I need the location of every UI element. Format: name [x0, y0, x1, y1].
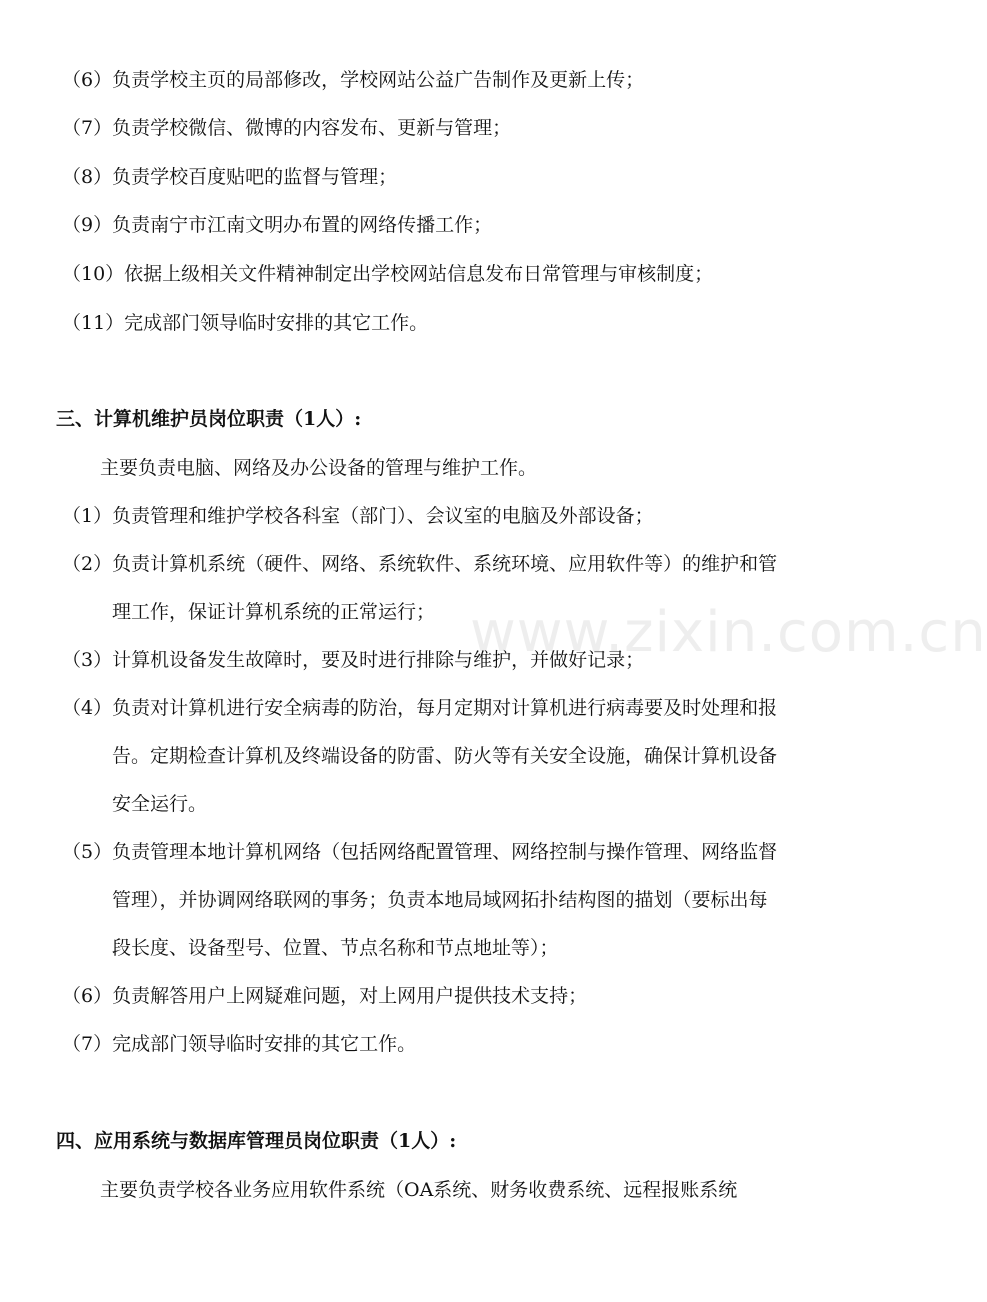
list-item: （5）负责管理本地计算机网络（包括网络配置管理、网络控制与操作管理、网络监督 [62, 841, 778, 863]
section-heading: 四、应用系统与数据库管理员岗位职责（1人）: [56, 1130, 457, 1152]
list-item: （7）负责学校微信、微博的内容发布、更新与管理； [62, 117, 512, 139]
list-item-continuation: 段长度、设备型号、位置、节点名称和节点地址等）； [112, 937, 559, 959]
list-item: （10）依据上级相关文件精神制定出学校网站信息发布日常管理与审核制度； [62, 263, 714, 285]
section-heading: 三、计算机维护员岗位职责（1人）: [56, 408, 362, 430]
list-item: （1）负责管理和维护学校各科室（部门）、会议室的电脑及外部设备； [62, 505, 654, 527]
list-item: （7）完成部门领导临时安排的其它工作。 [62, 1033, 417, 1055]
section-intro: 主要负责学校各业务应用软件系统（OA系统、财务收费系统、远程报账系统 [100, 1179, 738, 1201]
list-item: （8）负责学校百度贴吧的监督与管理； [62, 166, 398, 188]
list-item-continuation: 理工作，保证计算机系统的正常运行； [112, 601, 436, 623]
list-item: （6）负责解答用户上网疑难问题，对上网用户提供技术支持； [62, 985, 588, 1007]
list-item-continuation: 告。定期检查计算机及终端设备的防雷、防火等有关安全设施，确保计算机设备 [112, 745, 778, 767]
list-item-continuation: 安全运行。 [112, 793, 208, 815]
list-item: （3）计算机设备发生故障时，要及时进行排除与维护，并做好记录； [62, 649, 645, 671]
section-intro: 主要负责电脑、网络及办公设备的管理与维护工作。 [100, 457, 538, 479]
list-item: （9）负责南宁市江南文明办布置的网络传播工作； [62, 214, 493, 236]
watermark: www.zixin.com.cn [470, 600, 987, 665]
list-item-continuation: 管理），并协调网络联网的事务；负责本地局域网拓扑结构图的描划（要标出每 [112, 889, 768, 911]
list-item: （2）负责计算机系统（硬件、网络、系统软件、系统环境、应用软件等）的维护和管 [62, 553, 778, 575]
list-item: （6）负责学校主页的局部修改，学校网站公益广告制作及更新上传； [62, 69, 645, 91]
list-item: （4）负责对计算机进行安全病毒的防治，每月定期对计算机进行病毒要及时处理和报 [62, 697, 778, 719]
list-item: （11）完成部门领导临时安排的其它工作。 [62, 312, 429, 334]
